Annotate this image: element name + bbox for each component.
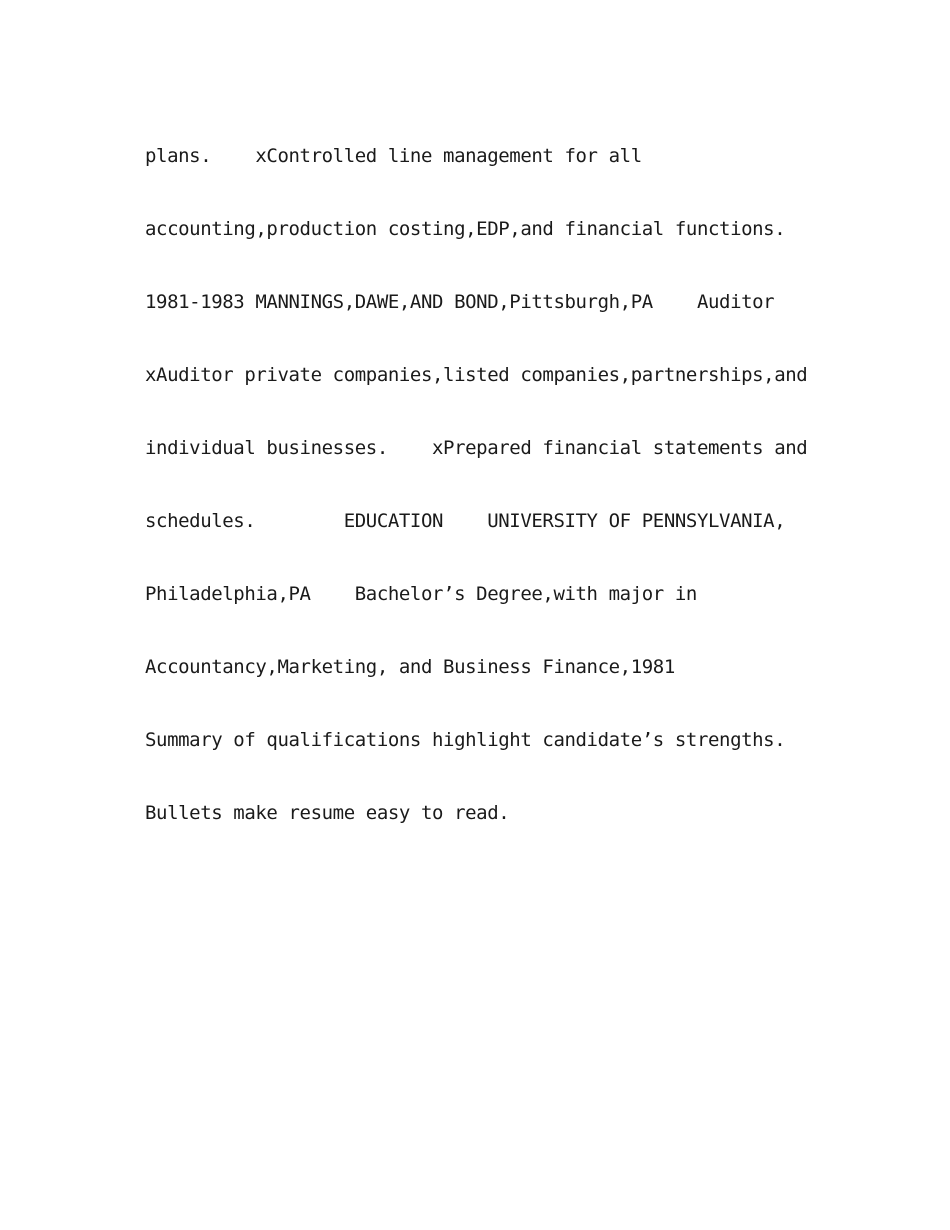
text-line: xAuditor private companies,listed companies,partnerships,and bbox=[145, 364, 808, 386]
document-body bbox=[145, 137, 845, 867]
text-line: plans. xControlled line management for all bbox=[145, 145, 642, 167]
text-line: accounting,production costing,EDP,and financial functions. bbox=[145, 218, 786, 240]
text-line: schedules. EDUCATION UNIVERSITY OF PENNSYLVANIA, bbox=[145, 510, 786, 532]
text-line: Summary of qualifications highlight candidate’s strengths. bbox=[145, 729, 786, 751]
text-line: 1981-1983 MANNINGS,DAWE,AND BOND,Pittsburgh,PA Auditor bbox=[145, 291, 775, 313]
text-line: Accountancy,Marketing, and Business Finance,1981 bbox=[145, 656, 675, 678]
text-line: Philadelphia,PA Bachelor’s Degree,with major in bbox=[145, 583, 697, 605]
text-line: Bullets make resume easy to read. bbox=[145, 802, 510, 824]
text-line: individual businesses. xPrepared financial statements and bbox=[145, 437, 808, 459]
